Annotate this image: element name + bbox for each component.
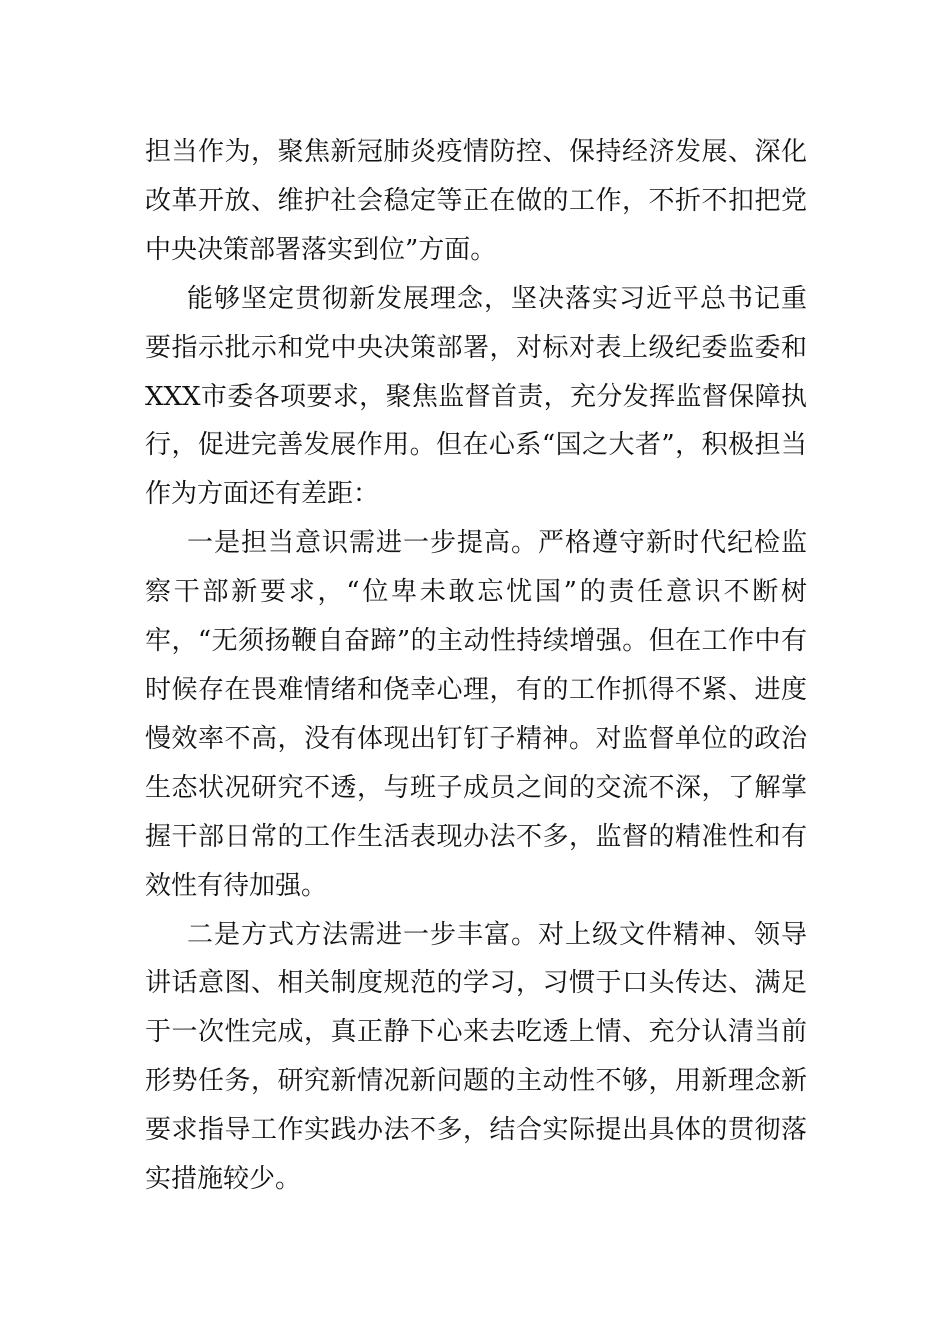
document-body <box>145 128 807 1204</box>
paragraph-point-two: 二是方式方法需进一步丰富。对上级文件精神、领导讲话意图、相关制度规范的学习，习惯于口头传达、满足于一次性完成，真正静下心来去吃透上情、充分认清当前形势任务，研究新情况新问题的主动性不够，用新理念新要求指导工作实践办法不多，结合实际提出具体的贯彻落实措施较少。 <box>145 919 807 1195</box>
paragraph-overview: 能够坚定贯彻新发展理念，坚决落实习近平总书记重要指示批示和党中央决策部署，对标对表上级纪委监委和XXX市委各项要求，聚焦监督首责，充分发挥监督保障执行，促进完善发展作用。但在心系“国之大者”，积极担当作为方面还有差距： <box>145 283 807 510</box>
paragraph-continuation: 担当作为，聚焦新冠肺炎疫情防控、保持经济发展、深化改革开放、维护社会稳定等正在做的工作，不折不扣把党中央决策部署落实到位”方面。 <box>145 137 807 265</box>
paragraph-point-one: 一是担当意识需进一步提高。严格遵守新时代纪检监察干部新要求，“位卑未敢忘忧国”的责任意识不断树牢，“无须扬鞭自奋蹄”的主动性持续增强。但在工作中有时候存在畏难情绪和侥幸心理，有的工作抓得不紧、进度慢效率不高，没有体现出钉钉子精神。对监督单位的政治生态状况研究不透，与班子成员之间的交流不深，了解掌握干部日常的工作生活表现办法不多，监督的精准性和有效性有待加强。 <box>145 528 807 901</box>
